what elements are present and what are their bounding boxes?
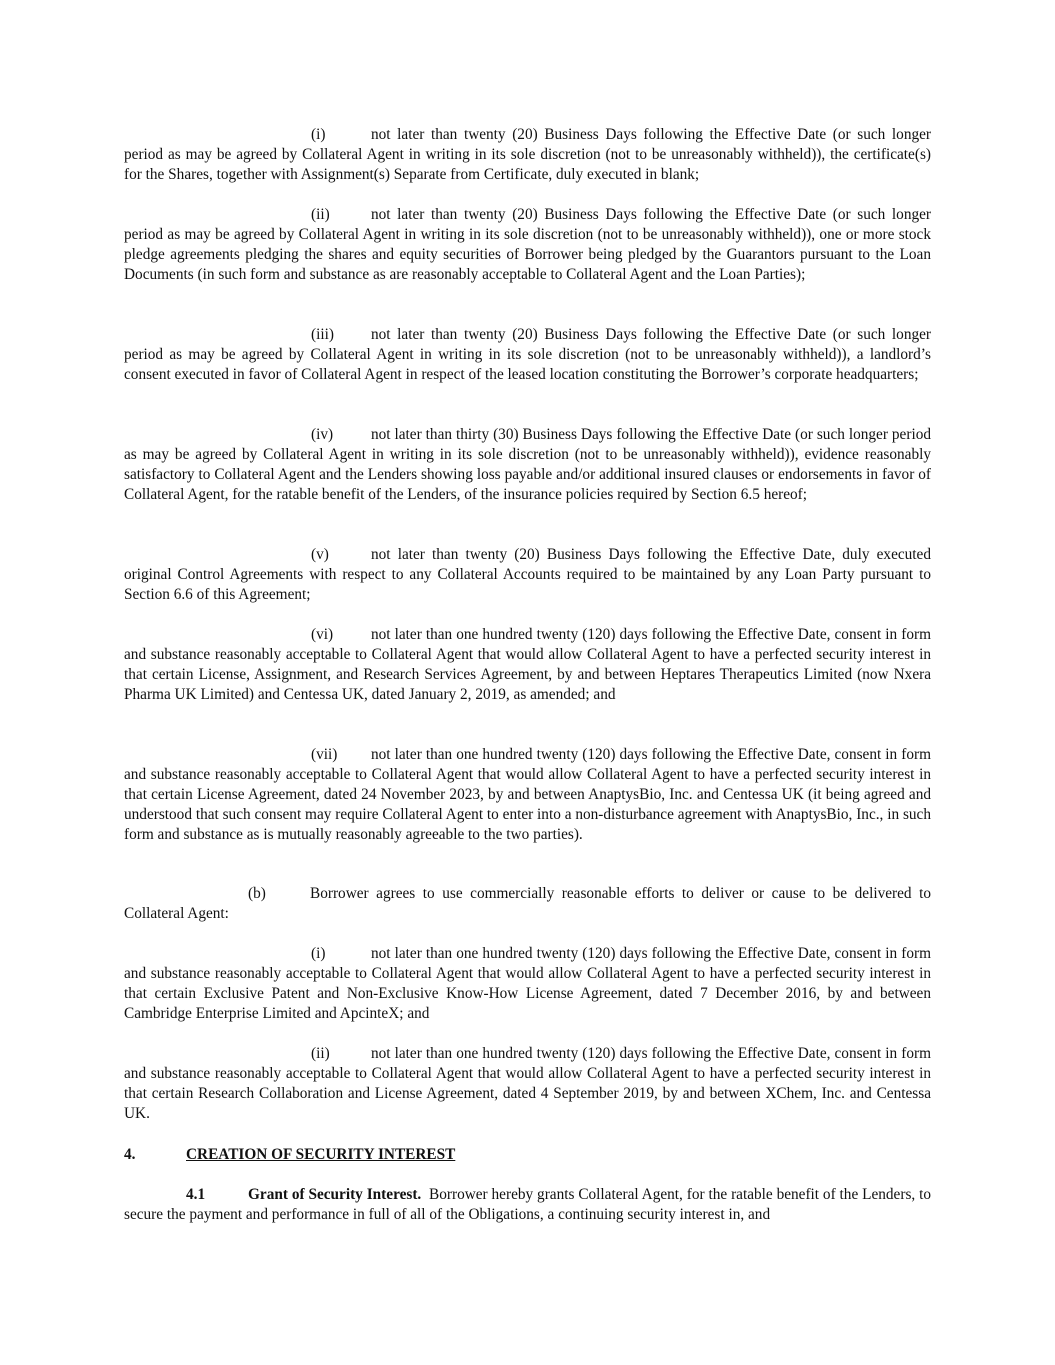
clause-b-i <box>124 944 931 1024</box>
clause-b <box>124 884 931 924</box>
subsection-number: 4.1 <box>186 1186 206 1203</box>
subsection-text: Borrower hereby grants Collateral Agent, for the ratable benefit of the Lenders, to secure the payment and performance in full of all of the Obligations, a continuing security interest in, and <box>124 1186 932 1223</box>
clause-marker: (i) <box>311 945 326 962</box>
clause-a-iii <box>124 325 931 385</box>
section-number: 4. <box>124 1146 136 1163</box>
clause-a-v <box>124 545 931 605</box>
clause-marker: (vi) <box>311 626 334 643</box>
clause-text: not later than twenty (20) Business Days following the Effective Date (or such longer period as may be agreed by Collateral Agent in writing in its sole discretion (not to be unreasonably withheld)), one or more stock pledge agreements pledging the shares and equity securities of Borrower being pledged by the Guarantors pursuant to the Loan Documents (in such form and substance as are reasonably acceptable to Collateral Agent and the Loan Parties); <box>124 206 931 283</box>
subsection-4-1 <box>124 1185 931 1225</box>
clause-text: not later than one hundred twenty (120) days following the Effective Date, consent in form and substance reasonably acceptable to Collateral Agent that would allow Collateral Agent to have a perfected security interest in that certain Research Collaboration and License Agreement, dated 4 September 2019, by and between XChem, Inc. and Centessa UK. <box>124 1045 931 1122</box>
section-title: CREATION OF SECURITY INTEREST <box>186 1146 456 1163</box>
clause-text: not later than twenty (20) Business Days following the Effective Date (or such longer period as may be agreed by Collateral Agent in writing in its sole discretion (not to be unreasonably withheld)), the certificate(s) for the Shares, together with Assignment(s) Separate from Certificate, duly executed in blank; <box>124 126 931 183</box>
subsection-title: Grant of Security Interest. <box>248 1186 422 1203</box>
clause-marker: (iii) <box>311 326 334 343</box>
clause-a-ii <box>124 205 931 285</box>
clause-marker: (ii) <box>311 206 330 223</box>
clause-a-vii <box>124 745 931 845</box>
clause-text: not later than thirty (30) Business Days following the Effective Date (or such longer period as may be agreed by Collateral Agent in writing in its sole discretion (not to be unreasonably withheld)), evidence reasonably satisfactory to Collateral Agent and the Lenders showing loss payable and/or additional insured clauses or endorsements in favor of Collateral Agent, for the ratable benefit of the Lenders, of the insurance policies required by Section 6.5 hereof; <box>124 426 931 503</box>
clause-a-iv <box>124 425 931 505</box>
clause-text: not later than one hundred twenty (120) days following the Effective Date, consent in form and substance reasonably acceptable to Collateral Agent that would allow Collateral Agent to have a perfected security interest in that certain License Agreement, dated 24 November 2023, by and between AnaptysBio, Inc. and Centessa UK (it being agreed and understood that such consent may require Collateral Agent to enter into a non-disturbance agreement with AnaptysBio, Inc., in such form and substance as is mutually reasonably agreeable to the two parties). <box>124 746 931 843</box>
section-heading <box>124 1145 455 1165</box>
clause-text: not later than twenty (20) Business Days following the Effective Date, duly executed original Control Agreements with respect to any Collateral Accounts required to be maintained by any Loan Party pursuant to Section 6.6 of this Agreement; <box>124 546 931 603</box>
clause-marker: (i) <box>311 126 326 143</box>
clause-marker: (ii) <box>311 1045 330 1062</box>
clause-text: not later than one hundred twenty (120) days following the Effective Date, consent in form and substance reasonably acceptable to Collateral Agent that would allow Collateral Agent to have a perfected security interest in that certain Exclusive Patent and Non-Exclusive Know-How License Agreement, dated 7 December 2016, by and between Cambridge Enterprise Limited and ApcinteX; and <box>124 945 931 1022</box>
clause-text: not later than twenty (20) Business Days following the Effective Date (or such longer period as may be agreed by Collateral Agent in writing in its sole discretion (not to be unreasonably withheld)), a landlord’s consent executed in favor of Collateral Agent in respect of the leased location constituting the Borrower’s corporate headquarters; <box>124 326 931 383</box>
clause-a-vi <box>124 625 931 705</box>
clause-marker: (vii) <box>311 746 338 763</box>
clause-text: not later than one hundred twenty (120) days following the Effective Date, consent in form and substance reasonably acceptable to Collateral Agent that would allow Collateral Agent to have a perfected security interest in that certain License, Assignment, and Research Services Agreement, by and between Heptares Therapeutics Limited (now Nxera Pharma UK Limited) and Centessa UK, dated January 2, 2019, as amended; and <box>124 626 931 703</box>
clause-marker: (iv) <box>311 426 334 443</box>
clause-text: Borrower agrees to use commercially reasonable efforts to deliver or cause to be delivered to Collateral Agent: <box>124 885 931 922</box>
clause-a-i <box>124 125 931 185</box>
clause-marker: (b) <box>248 885 266 902</box>
clause-b-ii <box>124 1044 931 1124</box>
clause-marker: (v) <box>311 546 329 563</box>
